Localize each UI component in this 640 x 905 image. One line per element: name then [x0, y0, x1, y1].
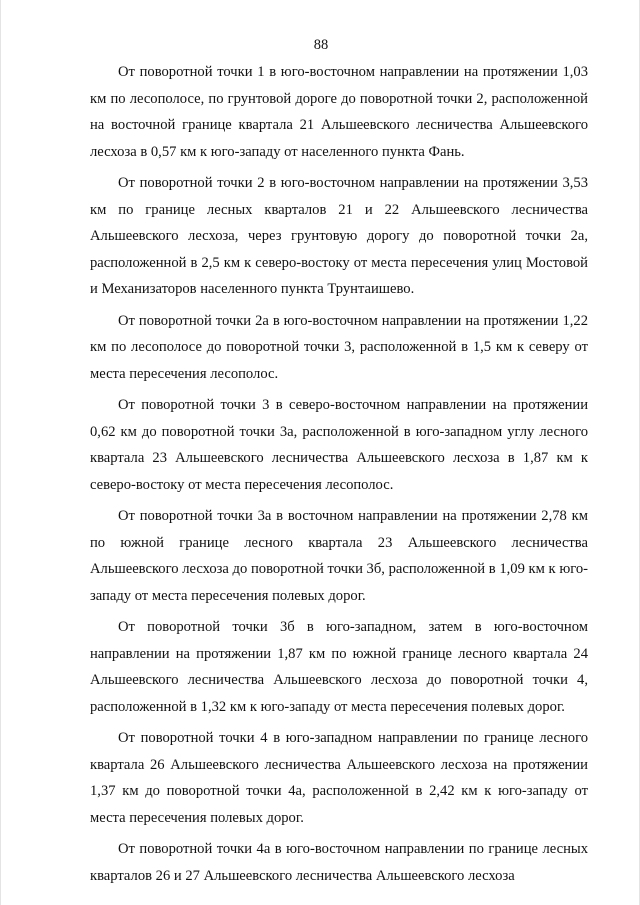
paragraph-point-1: От поворотной точки 1 в юго-восточном направлении на протяжении 1,03 км по лесополосе, по грунтовой дороге до поворотной точки 2, расположенной на восточной границе квартала 21 Альшеевского лесничества Альшеевского лесхоза в 0,57 км к юго-западу от населенного пункта Фань.: [90, 64, 588, 160]
document-body: [90, 59, 588, 894]
paragraph-point-3: От поворотной точки 3 в северо-восточном направлении на протяжении 0,62 км до поворотной точки 3а, расположенной в юго-западном углу лесного квартала 23 Альшеевского лесничества Альшеевского лесхоза в 1,87 км к северо-востоку от места пересечения лесополос.: [90, 397, 588, 493]
paragraph-point-3b: От поворотной точки 3б в юго-западном, затем в юго-восточном направлении на протяжении 1,87 км по южной границе лесного квартала 24 Альшеевского лесничества Альшеевского лесхоза до поворотной точки 4, расположенной в 1,32 км к юго-западу от места пересечения полевых дорог.: [90, 619, 588, 715]
paragraph-point-2: От поворотной точки 2 в юго-восточном направлении на протяжении 3,53 км по границе лесных кварталов 21 и 22 Альшеевского лесничества Альшеевского лесхоза, через грунтовую дорогу до поворотной точки 2а, расположенной в 2,5 км к северо-востоку от места пересечения улиц Мостовой и Механизаторов населенного пункта Трунтаишево.: [90, 175, 588, 297]
page-number: 88: [313, 37, 329, 53]
paragraph-point-4: От поворотной точки 4 в юго-западном направлении по границе лесного квартала 26 Альшеевского лесничества Альшеевского лесхоза на протяжении 1,37 км до поворотной точки 4а, расположенной в 2,42 км к юго-западу от места пересечения полевых дорог.: [90, 730, 588, 826]
paragraph-point-3a: От поворотной точки 3а в восточном направлении на протяжении 2,78 км по южной границе лесного квартала 23 Альшеевского лесничества Альшеевского лесхоза до поворотной точки 3б, расположенной в 1,09 км к юго-западу от места пересечения полевых дорог.: [90, 508, 588, 604]
paragraph-point-2a: От поворотной точки 2а в юго-восточном направлении на протяжении 1,22 км по лесополосе до поворотной точки 3, расположенной в 1,5 км к северу от места пересечения лесополос.: [90, 312, 588, 382]
paragraph-point-4a: От поворотной точки 4а в юго-восточном направлении по границе лесных кварталов 26 и 27 Альшеевского лесничества Альшеевского лесхоза: [90, 841, 588, 884]
